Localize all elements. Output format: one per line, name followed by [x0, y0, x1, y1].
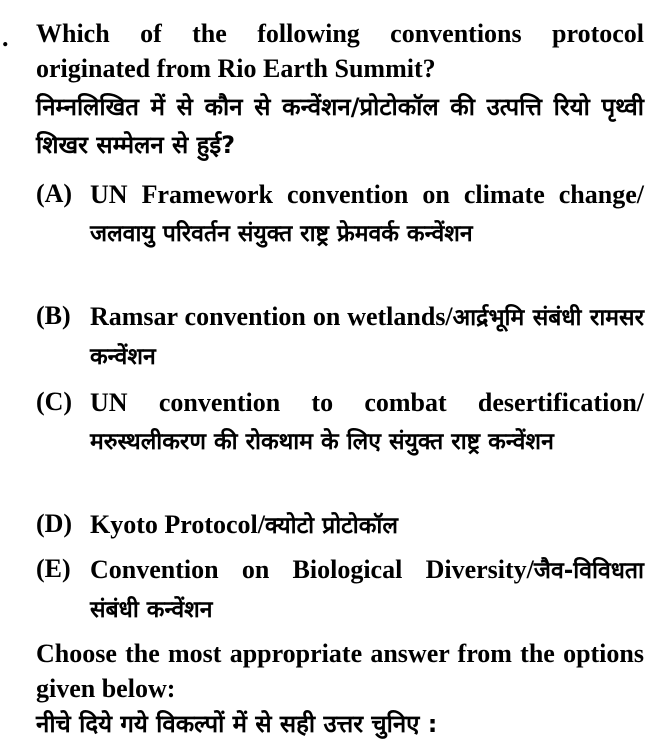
option-text-english: Convention on Biological Diversity/: [90, 555, 534, 584]
option-text: [90, 384, 644, 461]
option-text-english: UN convention to combat desertification/: [90, 388, 644, 417]
question-text-hindi: निम्नलिखित में से कौन से कन्वेंशन/प्रोटोकॉल की उत्पत्ति रियो पृथ्वी शिखर सम्मेलन से हुई?: [36, 93, 644, 159]
instruction-text-english: Choose the most appropriate answer from the options given below:: [36, 639, 644, 703]
option-text: [90, 551, 644, 629]
option-b[interactable]: [36, 298, 644, 376]
option-text-hindi: जलवायु परिवर्तन संयुक्त राष्ट्र फ्रेमवर्क कन्वेंशन: [90, 221, 473, 247]
option-label: (B): [36, 301, 71, 330]
option-text-hindi: मरुस्थलीकरण की रोकथाम के लिए संयुक्त राष्ट्र कन्वेंशन: [90, 429, 554, 455]
option-label: (A): [36, 179, 73, 208]
option-c[interactable]: [36, 384, 644, 461]
option-text-hindi: आर्द्रभूमि संबंधी रामसर कन्वेंशन: [90, 305, 644, 370]
option-label: (E): [36, 554, 71, 583]
option-d[interactable]: [36, 506, 644, 545]
option-text-english: Kyoto Protocol/: [90, 510, 265, 539]
option-text-hindi: क्योटो प्रोटोकॉल: [264, 513, 398, 539]
option-text-hindi: जैव-विविधता संबंधी कन्वेंशन: [90, 558, 644, 623]
option-e[interactable]: [36, 551, 644, 629]
instruction-text-hindi: नीचे दिये गये विकल्पों में से सही उत्तर चुनिए :: [36, 710, 438, 738]
question-number-mark: .: [2, 23, 9, 52]
option-text-english: UN Framework convention on climate change/: [90, 180, 644, 209]
option-label: (D): [36, 509, 73, 538]
option-label: (C): [36, 387, 73, 416]
option-text: [90, 298, 644, 376]
option-a[interactable]: [36, 176, 644, 253]
question-text-english: Which of the following conventions protocol originated from Rio Earth Summit?: [36, 19, 644, 83]
option-text-english: Ramsar convention on wetlands/: [90, 302, 453, 331]
option-text: [90, 506, 644, 545]
option-text: [90, 176, 644, 253]
